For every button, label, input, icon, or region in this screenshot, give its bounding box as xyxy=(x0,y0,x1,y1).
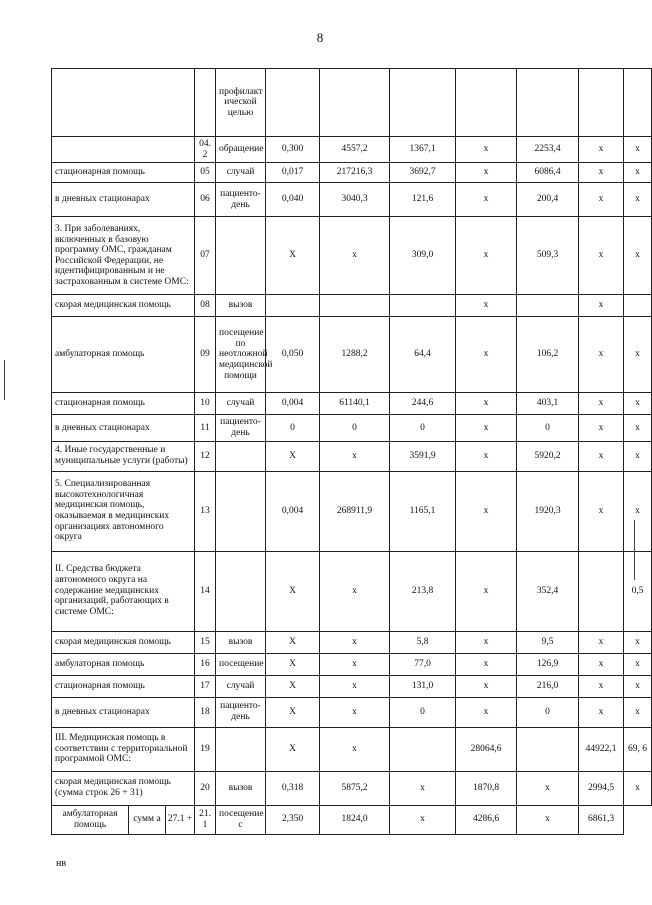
cell-unit: пациенто-день xyxy=(216,697,266,727)
cell-code: 04. 2 xyxy=(195,137,216,163)
cell-v1: 0,040 xyxy=(266,183,320,217)
cell-code: 21. 1 xyxy=(195,805,216,834)
cell-v3: 77,0 xyxy=(390,653,456,675)
cell-code: 05 xyxy=(195,163,216,183)
cell-v2: 268911,9 xyxy=(320,471,390,551)
cell-name: II. Средства бюджета автономного округа на содержание медицинских организаций, работающих в системе ОМС: xyxy=(52,551,195,631)
cell-code: 16 xyxy=(195,653,216,675)
cell-v5: 403,1 xyxy=(517,393,579,415)
cell-v1: 0,318 xyxy=(266,771,320,805)
cell-v7 xyxy=(624,805,652,834)
cell-v2 xyxy=(320,295,390,317)
cell-v6: x xyxy=(579,697,624,727)
table-row xyxy=(52,217,652,295)
cell-v3: x xyxy=(390,805,456,834)
cell-v5: x xyxy=(517,805,579,834)
cell-code: 20 xyxy=(195,771,216,805)
cell-v5: x xyxy=(517,771,579,805)
cell-v4: x xyxy=(456,653,517,675)
cell-v3: 213,8 xyxy=(390,551,456,631)
cell-v4: x xyxy=(456,137,517,163)
cell-v2: 217216,3 xyxy=(320,163,390,183)
cell-name: 3. При заболеваниях, включенных в базовую программу ОМС, гражданам Российской Федерации, не идентифицированным и не застрахованным в системе ОМС: xyxy=(52,217,195,295)
cell-v7: x xyxy=(624,415,652,441)
cell-code: 11 xyxy=(195,415,216,441)
cell-v1 xyxy=(266,295,320,317)
cell-v4: x xyxy=(456,393,517,415)
footer-mark: нв xyxy=(56,858,67,869)
financing-table xyxy=(51,68,652,835)
cell-v4: x xyxy=(456,441,517,471)
cell-v1: X xyxy=(266,441,320,471)
cell-v3 xyxy=(390,727,456,771)
cell-unit xyxy=(216,441,266,471)
table-row xyxy=(52,631,652,653)
cell-code: 12 xyxy=(195,441,216,471)
cell-unit xyxy=(216,551,266,631)
cell-name: скорая медицинская помощь (сумма строк 26 + 31) xyxy=(52,771,195,805)
page-number: 8 xyxy=(316,30,324,45)
cell-v2: 1824,0 xyxy=(320,805,390,834)
cell-unit: вызов xyxy=(216,771,266,805)
cell-v4: x xyxy=(456,697,517,727)
cell-unit xyxy=(216,727,266,771)
cell-code: 13 xyxy=(195,471,216,551)
cell-v3: 3692,7 xyxy=(390,163,456,183)
cell-v7 xyxy=(624,295,652,317)
cell-v7: x xyxy=(624,217,652,295)
cell-name: III. Медицинская помощь в соответствии с территориальной программой ОМС: xyxy=(52,727,195,771)
cell-name xyxy=(52,69,195,137)
cell-v6: x xyxy=(579,295,624,317)
cell-v2: 3040,3 xyxy=(320,183,390,217)
table-row xyxy=(52,393,652,415)
cell-name: стационарная помощь xyxy=(52,393,195,415)
cell-v2: 4557,2 xyxy=(320,137,390,163)
table-row xyxy=(52,137,652,163)
cell-v2: 1288,2 xyxy=(320,317,390,393)
cell-v1: 0,004 xyxy=(266,471,320,551)
cell-name: в дневных стационарах xyxy=(52,183,195,217)
cell-v2: x xyxy=(320,441,390,471)
cell-v2: 61140,1 xyxy=(320,393,390,415)
cell-v5: 200,4 xyxy=(517,183,579,217)
cell-v2: 0 xyxy=(320,415,390,441)
cell-v7: x xyxy=(624,471,652,551)
cell-v7: x xyxy=(624,653,652,675)
cell-v7: x xyxy=(624,771,652,805)
table-row xyxy=(52,183,652,217)
cell-v4: 4286,6 xyxy=(456,805,517,834)
cell-v1: X xyxy=(266,727,320,771)
cell-code: 14 xyxy=(195,551,216,631)
cell-v1: 0,050 xyxy=(266,317,320,393)
table-row xyxy=(52,415,652,441)
table-row xyxy=(52,727,652,771)
cell-v1: 0,017 xyxy=(266,163,320,183)
cell-v7: x xyxy=(624,441,652,471)
cell-v6 xyxy=(579,551,624,631)
cell-v7: x xyxy=(624,183,652,217)
cell-v5: 126,9 xyxy=(517,653,579,675)
cell-v4: x xyxy=(456,471,517,551)
cell-name: амбулаторная помощь xyxy=(52,806,129,834)
cell-name: в дневных стационарах xyxy=(52,697,195,727)
table-row xyxy=(52,69,652,137)
cell-v3: 3591,9 xyxy=(390,441,456,471)
cell-v1: 0 xyxy=(266,415,320,441)
cell-v2: x xyxy=(320,697,390,727)
cell-v5: 0 xyxy=(517,697,579,727)
cell-v6: x xyxy=(579,163,624,183)
table-row xyxy=(52,653,652,675)
cell-v4: x xyxy=(456,163,517,183)
cell-v6: x xyxy=(579,471,624,551)
cell-v7: x xyxy=(624,631,652,653)
cell-v3: 0 xyxy=(390,697,456,727)
cell-name: 5. Специализированная высокотехнологичная медицинская помощь, оказываемая в медицинских организациях автономного округа xyxy=(52,471,195,551)
cell-v6: x xyxy=(579,137,624,163)
cell-v4: x xyxy=(456,415,517,441)
table-row xyxy=(52,317,652,393)
cell-name: скорая медицинская помощь xyxy=(52,631,195,653)
cell-v4: x xyxy=(456,675,517,697)
cell-v4: x xyxy=(456,295,517,317)
cell-v4: 1870,8 xyxy=(456,771,517,805)
cell-code: 17 xyxy=(195,675,216,697)
scan-artifact-left xyxy=(4,360,5,400)
cell-v1: X xyxy=(266,675,320,697)
cell-v2 xyxy=(320,69,390,137)
cell-name: стационарная помощь xyxy=(52,675,195,697)
cell-v3: 5,8 xyxy=(390,631,456,653)
cell-v6: 2994,5 xyxy=(579,771,624,805)
cell-code: 18 xyxy=(195,697,216,727)
cell-v5: 1920,3 xyxy=(517,471,579,551)
table-row xyxy=(52,471,652,551)
cell-v5: 6086,4 xyxy=(517,163,579,183)
cell-v5: 2253,4 xyxy=(517,137,579,163)
cell-unit: случай xyxy=(216,163,266,183)
cell-v4: 28064,6 xyxy=(456,727,517,771)
cell-v5: 5920,2 xyxy=(517,441,579,471)
cell-name: 4. Иные государственные и муниципальные услуги (работы) xyxy=(52,441,195,471)
cell-name: в дневных стационарах xyxy=(52,415,195,441)
cell-v6: x xyxy=(579,217,624,295)
cell-v1: X xyxy=(266,551,320,631)
cell-unit: вызов xyxy=(216,295,266,317)
cell-v2: x xyxy=(320,727,390,771)
cell-code xyxy=(195,69,216,137)
table-row xyxy=(52,163,652,183)
cell-v2: x xyxy=(320,217,390,295)
cell-name: амбулаторная помощь xyxy=(52,317,195,393)
table-row xyxy=(52,295,652,317)
cell-v5: 509,3 xyxy=(517,217,579,295)
cell-v5 xyxy=(517,69,579,137)
cell-code: 08 xyxy=(195,295,216,317)
cell-v2: x xyxy=(320,551,390,631)
cell-v7: x xyxy=(624,137,652,163)
cell-v1: X xyxy=(266,697,320,727)
cell-sub-a: сумм а xyxy=(129,806,166,834)
cell-v6: x xyxy=(579,675,624,697)
cell-unit: посещение xyxy=(216,653,266,675)
cell-v6: x xyxy=(579,393,624,415)
cell-v7: x xyxy=(624,675,652,697)
cell-v4: x xyxy=(456,551,517,631)
cell-v7: x xyxy=(624,317,652,393)
cell-v7: x xyxy=(624,697,652,727)
cell-v5 xyxy=(517,727,579,771)
cell-v6: x xyxy=(579,631,624,653)
cell-unit: случай xyxy=(216,675,266,697)
cell-v3 xyxy=(390,69,456,137)
cell-v3: 1165,1 xyxy=(390,471,456,551)
cell-v7: 69, 6 xyxy=(624,727,652,771)
cell-v3: 1367,1 xyxy=(390,137,456,163)
cell-name xyxy=(52,137,195,163)
cell-unit xyxy=(216,471,266,551)
cell-v4: x xyxy=(456,317,517,393)
cell-v3: 309,0 xyxy=(390,217,456,295)
cell-v6: x xyxy=(579,441,624,471)
cell-name: стационарная помощь xyxy=(52,163,195,183)
cell-code: 15 xyxy=(195,631,216,653)
table-row xyxy=(52,697,652,727)
table-row xyxy=(52,771,652,805)
cell-unit xyxy=(216,217,266,295)
cell-v6: 6861,3 xyxy=(579,805,624,834)
cell-v1: X xyxy=(266,653,320,675)
cell-v6: 44922,1 xyxy=(579,727,624,771)
table-row xyxy=(52,805,652,834)
cell-code: 09 xyxy=(195,317,216,393)
cell-unit: посещение по неотложной медицинской помощи xyxy=(216,317,266,393)
table-row xyxy=(52,441,652,471)
cell-v3 xyxy=(390,295,456,317)
cell-v3: x xyxy=(390,771,456,805)
cell-v1: 0,300 xyxy=(266,137,320,163)
cell-v7: x xyxy=(624,163,652,183)
cell-v1: X xyxy=(266,631,320,653)
cell-unit: вызов xyxy=(216,631,266,653)
cell-v6 xyxy=(579,69,624,137)
cell-v3: 121,6 xyxy=(390,183,456,217)
cell-v5: 352,4 xyxy=(517,551,579,631)
cell-code: 10 xyxy=(195,393,216,415)
cell-code: 07 xyxy=(195,217,216,295)
cell-code: 19 xyxy=(195,727,216,771)
cell-v5: 0 xyxy=(517,415,579,441)
cell-v6: x xyxy=(579,183,624,217)
cell-v3: 0 xyxy=(390,415,456,441)
cell-v1: 0,004 xyxy=(266,393,320,415)
cell-v6: x xyxy=(579,317,624,393)
cell-unit: пациенто-день xyxy=(216,183,266,217)
cell-v4 xyxy=(456,69,517,137)
cell-v5: 216,0 xyxy=(517,675,579,697)
cell-v4: x xyxy=(456,217,517,295)
scan-artifact-right xyxy=(634,520,635,580)
cell-name: скорая медицинская помощь xyxy=(52,295,195,317)
cell-v1: 2,350 xyxy=(266,805,320,834)
cell-v3: 244,6 xyxy=(390,393,456,415)
cell-name: амбулаторная помощь xyxy=(52,653,195,675)
cell-v1 xyxy=(266,69,320,137)
cell-v7: x xyxy=(624,393,652,415)
cell-sub-b: 27.1 + xyxy=(167,814,193,825)
cell-unit: посещение с xyxy=(216,805,266,834)
cell-v7 xyxy=(624,69,652,137)
cell-v6: x xyxy=(579,415,624,441)
cell-v4: x xyxy=(456,183,517,217)
cell-v6: x xyxy=(579,653,624,675)
cell-v1: X xyxy=(266,217,320,295)
cell-v7: 0,5 xyxy=(624,551,652,631)
cell-name-split xyxy=(52,805,195,834)
cell-v2: x xyxy=(320,675,390,697)
cell-code: 06 xyxy=(195,183,216,217)
cell-v3: 131,0 xyxy=(390,675,456,697)
cell-unit: обращение xyxy=(216,137,266,163)
cell-unit: профилакт ической целью xyxy=(216,69,266,137)
cell-v5 xyxy=(517,295,579,317)
cell-v2: x xyxy=(320,653,390,675)
table-row xyxy=(52,675,652,697)
cell-unit: пациенто-день xyxy=(216,415,266,441)
cell-v2: x xyxy=(320,631,390,653)
cell-v5: 106,2 xyxy=(517,317,579,393)
cell-v5: 9,5 xyxy=(517,631,579,653)
cell-v2: 5875,2 xyxy=(320,771,390,805)
cell-unit: случай xyxy=(216,393,266,415)
cell-v3: 64,4 xyxy=(390,317,456,393)
cell-v4: x xyxy=(456,631,517,653)
table-row xyxy=(52,551,652,631)
